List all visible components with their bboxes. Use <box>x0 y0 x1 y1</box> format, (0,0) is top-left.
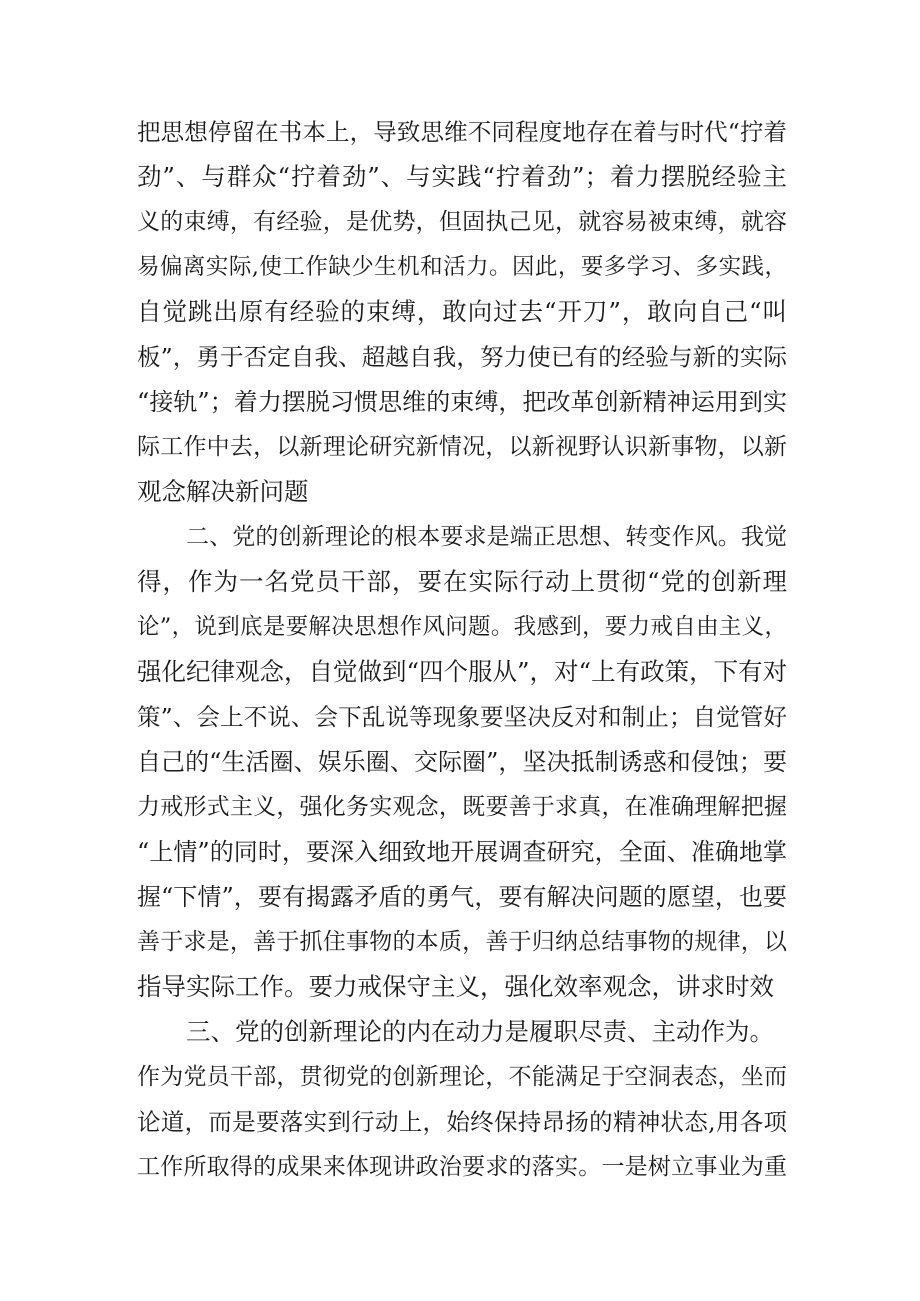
text-line-paragraph-start: 二、党的创新理论的根本要求是端正思想、转变作风。我觉 <box>186 524 787 550</box>
text-line: 论”，说到底是要解决思想作风问题。我感到，要力戒自由主义， <box>137 614 787 640</box>
text-line-paragraph-end: 指导实际工作。要力戒保守主义，强化效率观念，讲求时效 <box>137 972 774 1001</box>
text-line: 作为党员干部，贯彻党的创新理论，不能满足于空洞表态，坐而 <box>137 1064 787 1090</box>
text-line: 易偏离实际,使工作缺少生机和活力。因此，要多学习、多实践， <box>137 254 787 280</box>
text-line-paragraph-start: 三、党的创新理论的内在动力是履职尽责、主动作为。 <box>186 1017 774 1046</box>
text-line: 力戒形式主义，强化务实观念，既要善于求真，在准确理解把握 <box>137 794 787 820</box>
text-line: 策”、会上不说、会下乱说等现象要坚决反对和制止；自觉管好 <box>137 703 787 731</box>
text-line: 工作所取得的成果来体现讲政治要求的落实。一是树立事业为重 <box>137 1154 787 1180</box>
text-line: 握“下情”，要有揭露矛盾的勇气，要有解决问题的愿望，也要 <box>137 883 787 911</box>
text-line: 论道，而是要落实到行动上，始终保持昂扬的精神状态,用各项 <box>137 1108 787 1136</box>
text-line: “接轨”；着力摆脱习惯思维的束缚，把改革创新精神运用到实 <box>137 388 787 416</box>
text-line: 劲”、与群众“拧着劲”、与实践“拧着劲”；着力摆脱经验主 <box>137 162 787 191</box>
text-line: 把思想停留在书本上，导致思维不同程度地存在着与时代“拧着 <box>137 118 787 146</box>
text-line: 板”，勇于否定自我、超越自我，努力使已有的经验与新的实际 <box>137 343 787 371</box>
text-line: 义的束缚，有经验，是优势，但固执己见，就容易被束缚，就容 <box>137 209 787 235</box>
text-line-paragraph-end: 观念解决新问题 <box>137 477 309 506</box>
text-line: 自己的“生活圈、娱乐圈、交际圈”，坚决抵制诱惑和侵蚀；要 <box>137 748 787 776</box>
text-line: 自觉跳出原有经验的束缚，敢向过去“开刀”，敢向自己“叫 <box>137 297 787 326</box>
text-line: “上情”的同时，要深入细致地开展调查研究，全面、准确地掌 <box>137 838 787 866</box>
text-line: 际工作中去，以新理论研究新情况，以新视野认识新事物，以新 <box>137 434 787 460</box>
text-line: 强化纪律观念，自觉做到“四个服从”，对“上有政策，下有对 <box>137 657 787 686</box>
text-line: 得，作为一名党员干部，要在实际行动上贯彻“党的创新理 <box>137 567 787 596</box>
text-line: 善于求是，善于抓住事物的本质，善于归纳总结事物的规律，以 <box>137 929 787 955</box>
